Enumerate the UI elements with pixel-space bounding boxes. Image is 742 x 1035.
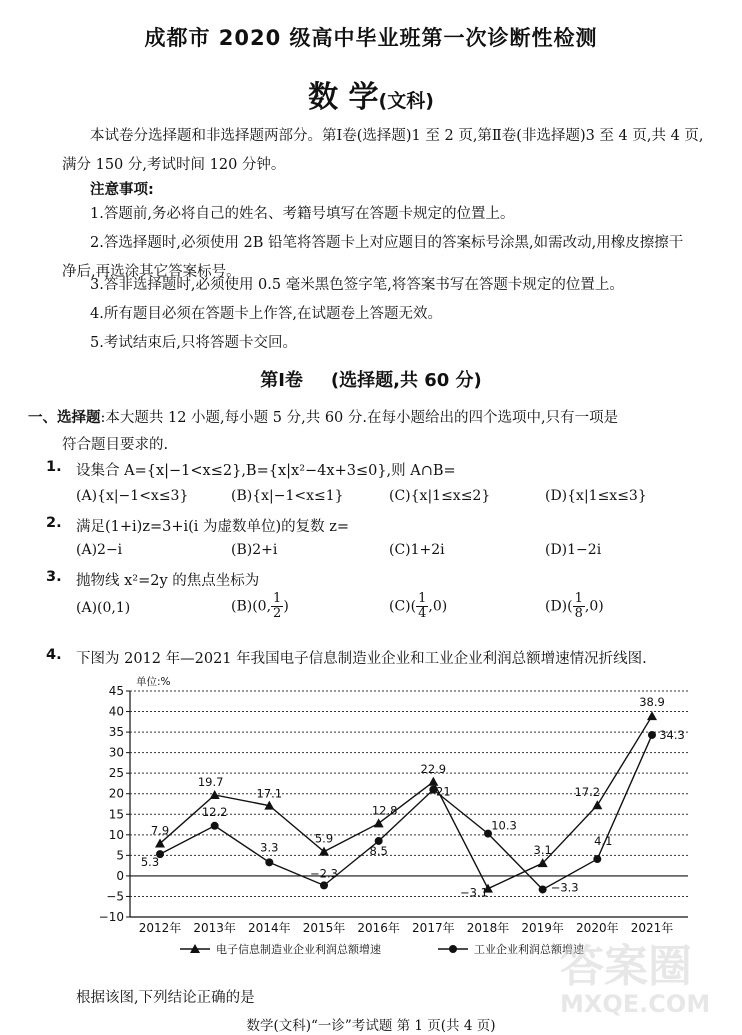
y-tick-label: −5 [106, 889, 124, 904]
option-c: (C){x|1≤x≤2} [389, 488, 491, 504]
question-text: 满足(1+i)z=3+i(i 为虚数单位)的复数 z= [76, 519, 350, 535]
option-text: ,0) [584, 598, 604, 615]
question-text: 下图为 2012 年—2021 年我国电子信息制造业企业和工业企业利润总额增速情况折线图. [76, 651, 647, 667]
part-text-cont: 符合题目要求的. [62, 437, 169, 453]
x-tick-label: 2020年 [576, 921, 619, 935]
y-tick-label: 15 [108, 807, 124, 822]
data-label: 12.2 [201, 804, 228, 819]
note-item: 3.答非选择题时,必须使用 0.5 毫米黑色签字笔,将答案书写在答题卡规定的位置上。 [90, 277, 624, 293]
fraction [271, 592, 283, 621]
x-tick-label: 2015年 [302, 921, 346, 935]
data-label: −2.3 [310, 866, 338, 881]
intro-paragraph: 本试卷分选择题和非选择题两部分。第Ⅰ卷(选择题)1 至 2 页,第Ⅱ卷(非选择题)3 至 4 页,共 4 页,满分 150 分,考试时间 120 分钟。 [62, 128, 704, 173]
page-footer: 数学(文科)“一诊”考试题 第 1 页(共 4 页) [246, 1018, 496, 1034]
option-b: (B){x|−1<x≤1} [231, 488, 344, 504]
data-label: 34.3 [659, 727, 685, 742]
option-text: ) [283, 598, 289, 615]
y-tick-label: 5 [116, 848, 124, 863]
x-tick-label: 2018年 [466, 921, 510, 935]
circle-marker [211, 822, 219, 830]
option-text: ,0) [428, 598, 448, 615]
question-text: 抛物线 x²=2y 的焦点坐标为 [76, 573, 260, 589]
section-subtitle: (选择题,共 60 分) [330, 370, 482, 391]
fraction-denominator: 8 [574, 606, 583, 621]
question-number: 3. [46, 569, 62, 585]
option-a: (A){x|−1<x≤3} [76, 488, 189, 504]
note-item: 5.考试结束后,只将答题卡交回。 [90, 335, 297, 351]
legend-label: 电子信息制造业企业利润总额增速 [216, 943, 381, 956]
y-tick-label: 25 [108, 766, 124, 781]
data-label: 5.9 [314, 831, 334, 846]
part-text: :本大题共 12 小题,每小题 5 分,共 60 分.在每小题给出的四个选项中,只有一项是 [100, 410, 619, 426]
exam-title: 成都市 2020 级高中毕业班第一次诊断性检测 [144, 26, 598, 50]
option-text: (D)( [545, 598, 573, 615]
circle-marker [539, 885, 547, 893]
y-tick-label: 20 [108, 786, 124, 801]
fraction [416, 592, 428, 621]
data-label: 5.3 [140, 855, 160, 870]
note-item: 2.答选择题时,必须使用 2B 铅笔将答题卡上对应题目的答案标号涂黑,如需改动,用橡皮擦擦干净后,再选涂其它答案标号。 [62, 235, 684, 280]
option-b [231, 592, 289, 621]
subject-name: 数 学 [308, 80, 379, 115]
option-b: (B)2+i [231, 542, 278, 558]
y-tick-label: −10 [98, 910, 124, 924]
option-d [545, 592, 604, 621]
option-text: (C)( [389, 598, 417, 615]
fraction-numerator: 1 [418, 591, 427, 606]
subject-title [0, 72, 742, 116]
question-number: 4. [46, 647, 62, 663]
option-c: (C)1+2i [389, 542, 445, 558]
fraction-numerator: 1 [574, 591, 583, 606]
x-tick-label: 2021年 [630, 921, 674, 935]
y-tick-label: 40 [108, 704, 124, 719]
y-tick-label: 10 [108, 827, 124, 842]
legend-circle-marker [449, 945, 457, 953]
option-a [76, 600, 130, 616]
triangle-marker [210, 790, 220, 799]
triangle-marker [647, 711, 657, 720]
data-label: 7.9 [150, 823, 170, 838]
circle-marker [320, 881, 328, 889]
x-tick-label: 2016年 [357, 921, 400, 935]
question-continuation: 根据该图,下列结论正确的是 [76, 990, 255, 1006]
option-d: (D){x|1≤x≤3} [545, 488, 647, 504]
section-name: 第Ⅰ卷 [260, 370, 303, 391]
note-item: 1.答题前,务必将自己的姓名、考籍号填写在答题卡规定的位置上。 [90, 206, 515, 222]
series-line [160, 735, 652, 890]
part-label: 一、选择题 [28, 410, 101, 426]
data-label: 4.1 [594, 834, 613, 849]
watermark-url: MXQE.COM [560, 990, 711, 1018]
x-tick-label: 2014年 [248, 921, 291, 935]
circle-marker [648, 731, 656, 739]
fraction-denominator: 2 [273, 606, 282, 621]
question-number: 2. [46, 515, 62, 531]
data-label: 10.3 [491, 818, 517, 833]
fraction-numerator: 1 [273, 591, 282, 606]
option-text: (B)(0, [231, 598, 272, 615]
fraction [573, 592, 585, 621]
option-text: (A)(0,1) [76, 600, 131, 616]
data-label: 22.9 [420, 761, 447, 776]
section-title [0, 366, 742, 392]
x-tick-label: 2012年 [138, 921, 182, 935]
data-label: 3.3 [260, 840, 279, 855]
data-label: 17.1 [256, 786, 283, 801]
data-label: 3.1 [533, 843, 552, 858]
x-tick-label: 2019年 [521, 921, 564, 935]
y-tick-label: 35 [108, 725, 124, 740]
question-number: 1. [46, 459, 62, 475]
triangle-marker [592, 800, 602, 809]
data-label: 12.8 [371, 803, 398, 818]
y-tick-label: 0 [116, 868, 124, 883]
part-instructions [28, 405, 718, 459]
series-line [160, 716, 652, 889]
watermark-logo: 答案圈 [560, 941, 692, 992]
unit-label: 单位:% [136, 676, 171, 688]
data-label: 8.5 [369, 843, 388, 858]
line-chart [60, 672, 700, 964]
subject-note: (文科) [378, 90, 434, 112]
data-label: −3.1 [460, 885, 488, 900]
option-a: (A)2−i [76, 542, 123, 558]
y-tick-label: 45 [108, 684, 124, 698]
data-label: −3.3 [550, 880, 579, 895]
y-tick-label: 30 [108, 745, 124, 760]
fraction-denominator: 4 [418, 606, 427, 621]
circle-marker [593, 855, 601, 863]
data-label: 38.9 [639, 695, 665, 710]
data-label: 19.7 [197, 774, 224, 789]
data-label: 21 [436, 784, 451, 799]
notes-heading: 注意事项: [90, 182, 154, 198]
question-text: 设集合 A={x|−1<x≤2},B={x|x²−4x+3≤0},则 A∩B= [76, 463, 456, 479]
legend-label: 工业企业利润总额增速 [474, 943, 584, 956]
x-tick-label: 2013年 [193, 921, 236, 935]
x-tick-label: 2017年 [412, 921, 455, 935]
option-c [389, 592, 447, 621]
data-label: 17.2 [574, 785, 601, 800]
option-d: (D)1−2i [545, 542, 602, 558]
circle-marker [265, 858, 273, 866]
note-item: 4.所有题目必须在答题卡上作答,在试题卷上答题无效。 [90, 306, 442, 322]
triangle-marker [374, 818, 384, 827]
